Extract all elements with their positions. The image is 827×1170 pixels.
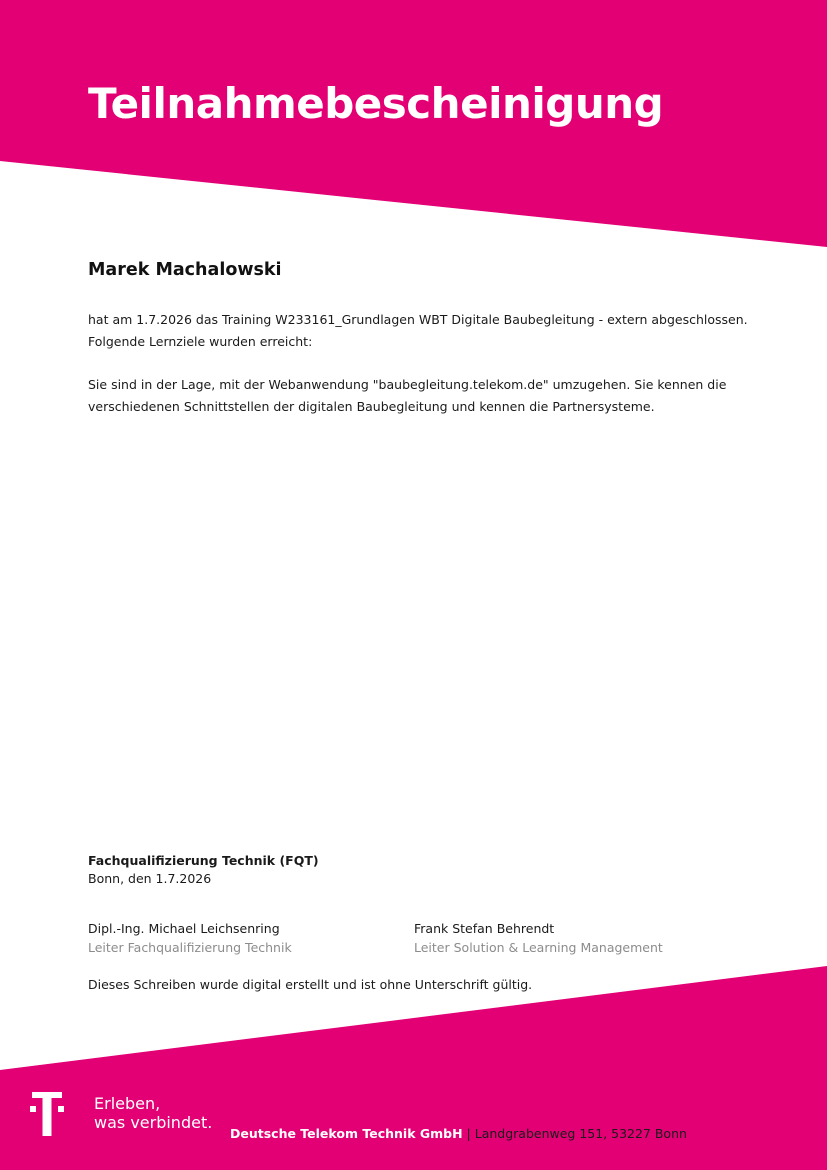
signatory-right bbox=[414, 919, 663, 957]
company-name: Deutsche Telekom Technik GmbH bbox=[230, 1126, 463, 1141]
learning-goals bbox=[88, 374, 748, 418]
completion-line: hat am 1.7.2026 das Training W233161_Grundlagen WBT Digitale Baubegleitung - extern abgeschlossen. bbox=[88, 312, 748, 327]
signatory-role: Leiter Fachqualifizierung Technik bbox=[88, 940, 292, 955]
goals-intro: Folgende Lernziele wurden erreicht: bbox=[88, 334, 313, 349]
slogan bbox=[94, 1094, 212, 1132]
footer-imprint bbox=[230, 1126, 687, 1141]
learning-goals-line-2: verschiedenen Schnittstellen der digitalen Baubegleitung und kennen die Partnersysteme. bbox=[88, 399, 655, 414]
issuing-department: Fachqualifizierung Technik (FQT) bbox=[88, 853, 319, 868]
telekom-t-logo-icon bbox=[30, 1092, 70, 1136]
signatory-name: Frank Stefan Behrendt bbox=[414, 921, 555, 936]
slogan-line-2: was verbindet. bbox=[94, 1113, 213, 1132]
company-address: | Landgrabenweg 151, 53227 Bonn bbox=[466, 1126, 687, 1141]
completion-text bbox=[88, 309, 748, 353]
signatory-left bbox=[88, 919, 292, 957]
learning-goals-line-1: Sie sind in der Lage, mit der Webanwendung "baubegleitung.telekom.de" umzugehen. Sie kennen die bbox=[88, 377, 727, 392]
validity-note: Dieses Schreiben wurde digital erstellt und ist ohne Unterschrift gültig. bbox=[88, 977, 533, 992]
place-and-date: Bonn, den 1.7.2026 bbox=[88, 871, 212, 886]
recipient-name: Marek Machalowski bbox=[88, 260, 282, 280]
signatory-role: Leiter Solution & Learning Management bbox=[414, 940, 663, 955]
signatory-name: Dipl.-Ing. Michael Leichsenring bbox=[88, 921, 280, 936]
slogan-line-1: Erleben, bbox=[94, 1094, 161, 1113]
page-title: Teilnahmebescheinigung bbox=[88, 79, 664, 128]
